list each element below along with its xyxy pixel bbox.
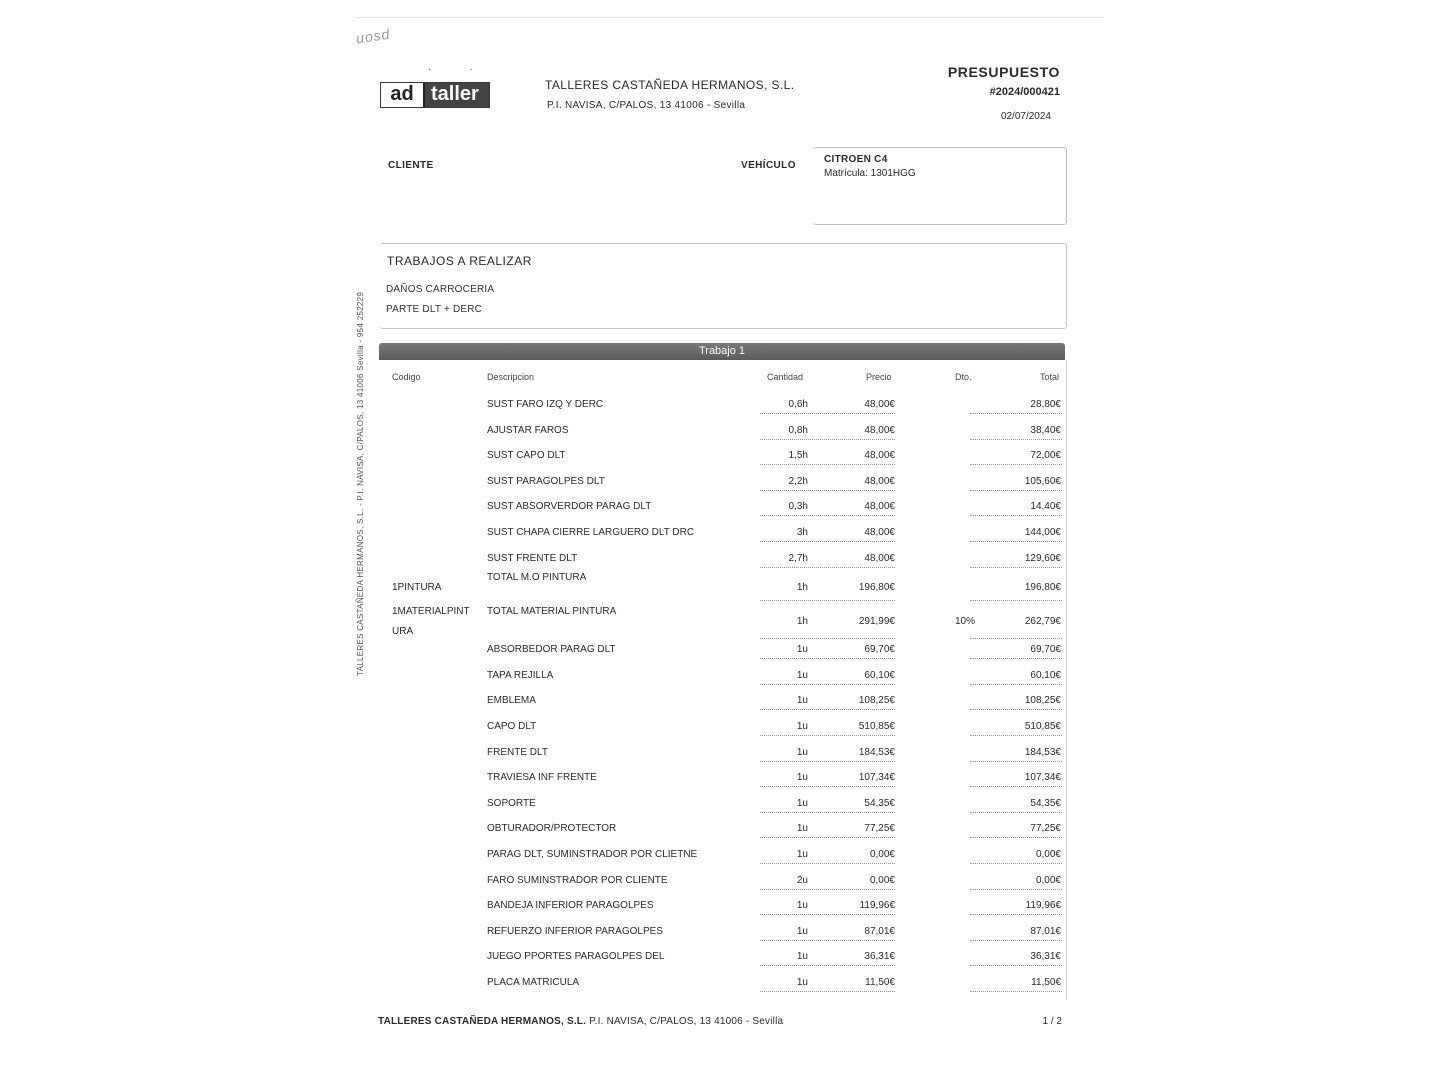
row-description: CAPO DLT — [487, 721, 537, 732]
row-price: 48,00€ — [864, 552, 895, 564]
row-quantity: 1h — [796, 616, 808, 628]
logo-dots: ·· — [428, 64, 511, 75]
row-price: 108,25€ — [858, 695, 895, 707]
scan-edge — [355, 17, 1103, 18]
works-title: TRABAJOS A REALIZAR — [387, 254, 532, 268]
col-header-price: Precio — [866, 372, 892, 382]
row-description: PARAG DLT, SUMINSTRADOR POR CLIETNE — [487, 849, 698, 860]
row-quantity: 1u — [796, 695, 808, 707]
row-quantity: 0,6h — [788, 399, 808, 410]
row-code: 1PINTURA — [392, 582, 442, 594]
row-divider — [760, 464, 895, 465]
row-price: 48,00€ — [864, 527, 895, 538]
vehicle-plate: Matrícula: 1301HGG — [824, 168, 916, 179]
row-price: 510,85€ — [858, 721, 895, 732]
row-description: SUST CHAPA CIERRE LARGUERO DLT DRC — [487, 527, 695, 538]
row-quantity: 1u — [796, 797, 808, 809]
row-price: 48,00€ — [864, 475, 895, 487]
col-header-desc: Descripcion — [487, 372, 535, 382]
company-address: P.I. NAVISA, C/PALOS, 13 41006 - Sevilla — [547, 100, 746, 111]
row-description: OBTURADOR/PROTECTOR — [487, 823, 617, 835]
row-divider — [970, 863, 1062, 864]
company-logo — [380, 82, 490, 108]
row-total: 108,25€ — [1024, 695, 1061, 707]
row-price: 0,00€ — [869, 874, 895, 886]
row-total: 77,25€ — [1030, 823, 1061, 835]
row-quantity: 1u — [796, 925, 808, 937]
row-divider — [760, 914, 895, 915]
row-description: FRENTE DLT — [487, 746, 548, 758]
works-line-1: DAÑOS CARROCERIA — [386, 284, 495, 295]
row-description: SOPORTE — [487, 797, 536, 809]
row-price: 48,00€ — [864, 399, 895, 410]
row-code-cont: URA — [392, 626, 414, 638]
col-header-qty: Cantidad — [767, 372, 804, 382]
row-divider — [760, 658, 895, 659]
col-header-disc: Dto. — [955, 372, 972, 382]
row-description: SUST FARO IZQ Y DERC — [487, 399, 604, 410]
row-divider — [760, 863, 895, 864]
row-quantity: 3h — [796, 527, 808, 538]
row-description: SUST PARAGOLPES DLT — [487, 475, 605, 487]
footer-company-name: TALLERES CASTAÑEDA HERMANOS, S.L. — [378, 1016, 587, 1027]
side-vertical-text: TALLERES CASTAÑEDA HERMANOS, S.L. - P.I. NAVISA, C/PALOS, 13 41006 Sevilla - 954 252229 — [356, 291, 365, 676]
row-description: FARO SUMINSTRADOR POR CLIENTE — [487, 874, 668, 886]
row-code: 1MATERIALPINT — [392, 606, 470, 618]
vehicle-label: VEHÍCULO — [741, 160, 796, 171]
row-divider — [970, 914, 1062, 915]
row-divider — [760, 684, 895, 685]
row-price: 48,00€ — [864, 501, 895, 513]
row-divider — [970, 567, 1062, 568]
row-quantity: 1u — [796, 669, 808, 681]
row-total: 36,31€ — [1030, 951, 1061, 963]
row-quantity: 2,7h — [788, 552, 808, 564]
table-right-border — [1066, 360, 1067, 1000]
row-quantity: 1u — [796, 900, 808, 912]
logo-ad: ad — [381, 83, 425, 107]
row-total: 0,00€ — [1035, 849, 1061, 860]
row-price: 77,25€ — [864, 823, 895, 835]
row-divider — [760, 515, 895, 516]
company-name: TALLERES CASTAÑEDA HERMANOS, S.L. — [545, 78, 795, 92]
row-divider — [970, 684, 1062, 685]
row-divider — [970, 638, 1062, 639]
row-divider — [970, 541, 1062, 542]
row-quantity: 1,5h — [788, 450, 808, 462]
row-divider — [970, 965, 1062, 966]
row-divider — [760, 991, 895, 992]
row-total: 144,00€ — [1024, 527, 1061, 538]
row-total: 38,40€ — [1030, 424, 1061, 436]
row-description: TRAVIESA INF FRENTE — [487, 772, 597, 784]
row-divider — [970, 786, 1062, 787]
row-description: TAPA REJILLA — [487, 669, 554, 681]
row-price: 0,00€ — [869, 849, 895, 860]
row-description: SUST ABSORVERDOR PARAG DLT — [487, 501, 652, 513]
row-price: 48,00€ — [864, 450, 895, 462]
row-divider — [760, 761, 895, 762]
row-divider — [970, 837, 1062, 838]
row-divider — [760, 940, 895, 941]
row-divider — [970, 940, 1062, 941]
row-description: REFUERZO INFERIOR PARAGOLPES — [487, 925, 663, 937]
row-total: 107,34€ — [1024, 772, 1061, 784]
row-quantity: 2,2h — [788, 475, 808, 487]
row-total: 54,35€ — [1030, 797, 1061, 809]
handwritten-mark: uosd — [355, 25, 392, 47]
row-total: 510,85€ — [1024, 721, 1061, 732]
row-total: 262,79€ — [1024, 616, 1061, 628]
document-title: PRESUPUESTO — [947, 64, 1060, 80]
row-quantity: 0,3h — [788, 501, 808, 513]
document-date: 02/07/2024 — [1000, 111, 1051, 122]
row-divider — [760, 490, 895, 491]
col-header-code: Codigo — [392, 372, 421, 382]
row-divider — [970, 812, 1062, 813]
row-quantity: 1u — [796, 772, 808, 784]
row-total: 196,80€ — [1024, 582, 1061, 594]
row-divider — [760, 567, 895, 568]
row-divider — [970, 600, 1062, 601]
row-divider — [970, 439, 1062, 440]
row-divider — [760, 965, 895, 966]
row-divider — [760, 786, 895, 787]
row-description: AJUSTAR FAROS — [487, 424, 569, 436]
row-price: 69,70€ — [864, 644, 895, 656]
row-description: EMBLEMA — [487, 695, 536, 707]
row-quantity: 1u — [796, 849, 808, 860]
row-description: SUST FRENTE DLT — [487, 552, 578, 564]
row-total: 28,80€ — [1030, 399, 1061, 410]
row-total: 0,00€ — [1035, 874, 1061, 886]
row-quantity: 1u — [796, 977, 808, 988]
row-divider — [970, 658, 1062, 659]
row-price: 48,00€ — [864, 424, 895, 436]
row-divider — [970, 991, 1062, 992]
row-divider — [970, 515, 1062, 516]
row-price: 119,96€ — [859, 900, 895, 912]
row-total: 69,70€ — [1030, 644, 1061, 656]
client-label: CLIENTE — [388, 160, 434, 171]
row-quantity: 1u — [796, 823, 808, 835]
row-price: 11,50€ — [865, 977, 895, 988]
row-quantity: 1u — [796, 644, 808, 656]
row-total: 14,40€ — [1030, 501, 1061, 513]
row-total: 60,10€ — [1030, 669, 1061, 681]
row-divider — [760, 413, 895, 414]
row-price: 291,99€ — [858, 616, 895, 628]
row-quantity: 0,8h — [788, 424, 808, 436]
row-description: TOTAL M.O PINTURA — [487, 572, 587, 584]
row-total: 87,01€ — [1030, 925, 1061, 937]
row-price: 107,34€ — [858, 772, 895, 784]
row-divider — [760, 735, 895, 736]
row-divider — [970, 709, 1062, 710]
row-price: 60,10€ — [864, 669, 895, 681]
row-divider — [970, 490, 1062, 491]
row-total: 184,53€ — [1024, 746, 1061, 758]
row-divider — [760, 600, 895, 601]
page-number: 1 / 2 — [1042, 1016, 1062, 1027]
row-description: SUST CAPO DLT — [487, 450, 566, 462]
row-quantity: 1u — [796, 721, 808, 732]
row-price: 54,35€ — [864, 797, 895, 809]
row-price: 184,53€ — [858, 746, 895, 758]
row-quantity: 1u — [796, 951, 808, 963]
row-divider — [760, 812, 895, 813]
row-divider — [760, 709, 895, 710]
row-divider — [970, 761, 1062, 762]
row-divider — [760, 638, 895, 639]
row-quantity: 1u — [796, 746, 808, 758]
row-description: PLACA MATRICULA — [487, 977, 580, 988]
row-divider — [970, 889, 1062, 890]
row-divider — [970, 735, 1062, 736]
row-divider — [760, 889, 895, 890]
row-description: TOTAL MATERIAL PINTURA — [487, 606, 617, 618]
row-quantity: 2u — [796, 874, 808, 886]
document-number: #2024/000421 — [989, 86, 1060, 98]
row-total: 72,00€ — [1030, 450, 1061, 462]
col-header-total: Total — [1040, 372, 1060, 382]
footer-address: P.I. NAVISA, C/PALOS, 13 41006 - Sevilla — [589, 1016, 784, 1027]
works-line-2: PARTE DLT + DERC — [386, 304, 483, 315]
row-total: 11,50€ — [1031, 977, 1061, 988]
row-description: JUEGO PPORTES PARAGOLPES DEL — [487, 951, 665, 963]
row-divider — [760, 837, 895, 838]
row-total: 129,60€ — [1024, 552, 1061, 564]
row-quantity: 1h — [796, 582, 808, 594]
row-price: 87,01€ — [864, 925, 895, 937]
row-price: 196,80€ — [858, 582, 895, 594]
vehicle-model: CITROEN C4 — [824, 154, 888, 165]
row-total: 105,60€ — [1024, 475, 1061, 487]
row-divider — [970, 464, 1062, 465]
row-divider — [970, 413, 1062, 414]
row-description: BANDEJA INFERIOR PARAGOLPES — [487, 900, 654, 912]
row-divider — [760, 439, 895, 440]
row-divider — [760, 541, 895, 542]
row-total: 119,96€ — [1025, 900, 1061, 912]
logo-taller: taller — [431, 83, 479, 105]
table-title-bar: Trabajo 1 — [379, 343, 1065, 360]
footer-company — [378, 1016, 783, 1027]
row-price: 36,31€ — [864, 951, 895, 963]
row-discount: 10% — [954, 616, 975, 628]
row-description: ABSORBEDOR PARAG DLT — [487, 644, 616, 656]
